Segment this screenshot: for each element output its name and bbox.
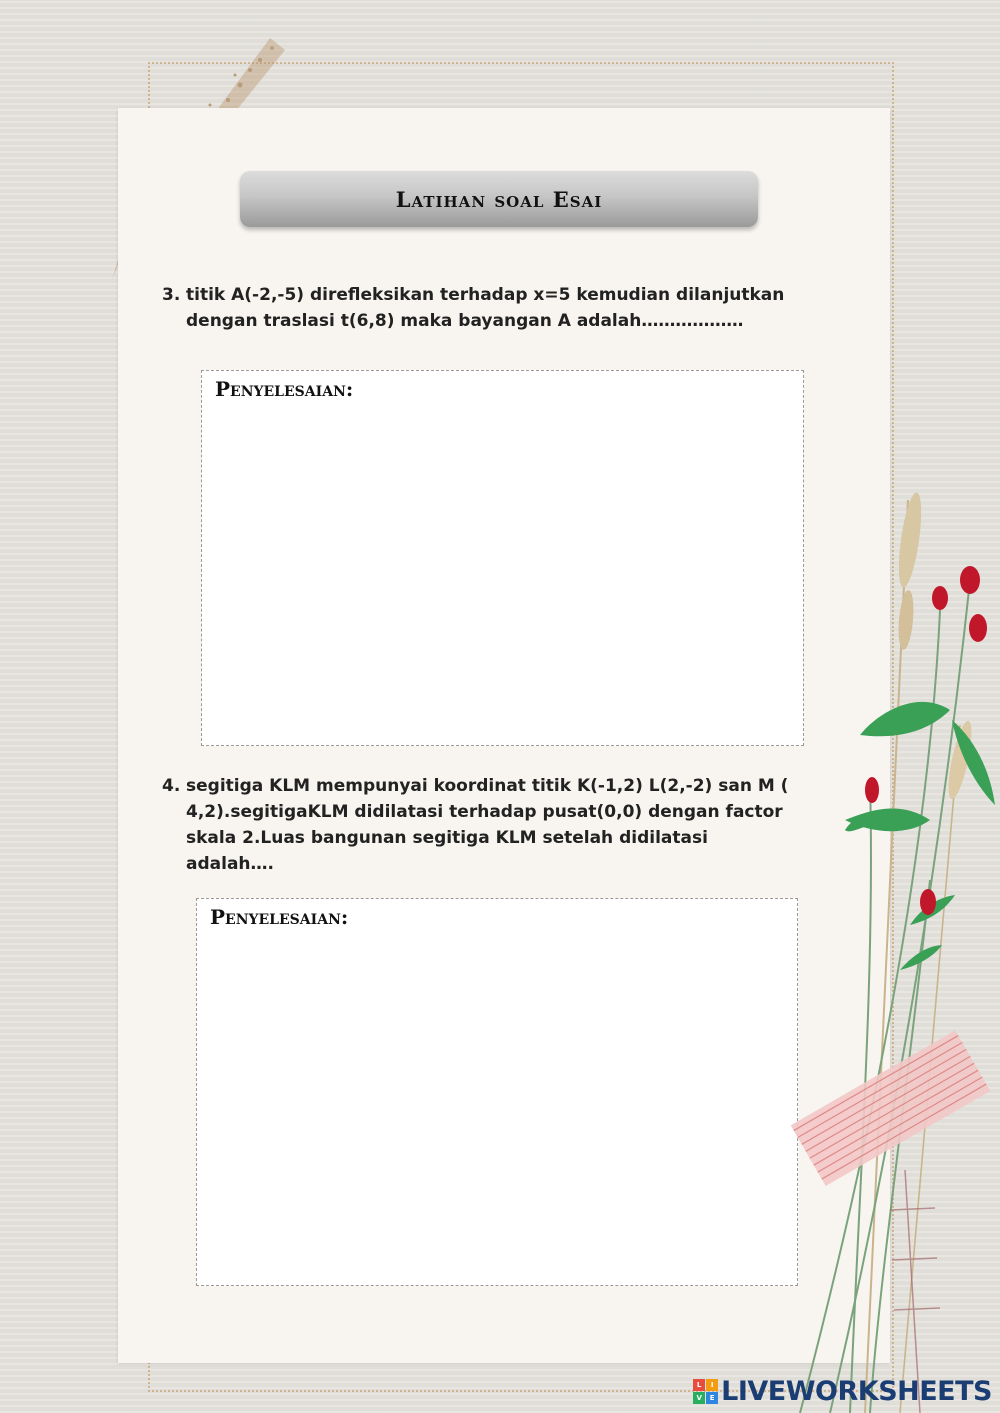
answer-input-3[interactable] (212, 411, 793, 735)
leaf-icon (845, 702, 995, 970)
page-title: Latihan soal Esai (395, 186, 603, 212)
question-text: segitiga KLM mempunyai koordinat titik K(-1,2) L(2,-2) san M ( 4,2).segitigaKLM didilatasi terhadap pusat(0,0) dengan factor skala 2.Luas bangunan segitiga KLM setelah didilatasi adalah…. (186, 776, 789, 874)
question-4 (162, 773, 792, 877)
answer-label: Penyelesaian: (215, 377, 354, 401)
floral-decoration (760, 470, 1000, 1413)
title-banner (240, 171, 758, 227)
answer-label: Penyelesaian: (210, 905, 349, 929)
answer-box-3 (201, 370, 804, 746)
washi-tape (791, 1030, 991, 1186)
logo-badge-icon: L I V E (693, 1379, 719, 1405)
liveworksheets-logo (693, 1376, 992, 1407)
question-text: titik A(-2,-5) direfleksikan terhadap x=5 kemudian dilanjutkan dengan traslasi t(6,8) maka bayangan A adalah……………… (186, 285, 785, 331)
question-3 (162, 282, 792, 334)
question-number: 4. (162, 776, 181, 796)
answer-input-4[interactable] (207, 939, 787, 1275)
logo-text: LIVEWORKSHEETS (721, 1376, 992, 1407)
question-number: 3. (162, 285, 181, 305)
answer-box-4 (196, 898, 798, 1286)
